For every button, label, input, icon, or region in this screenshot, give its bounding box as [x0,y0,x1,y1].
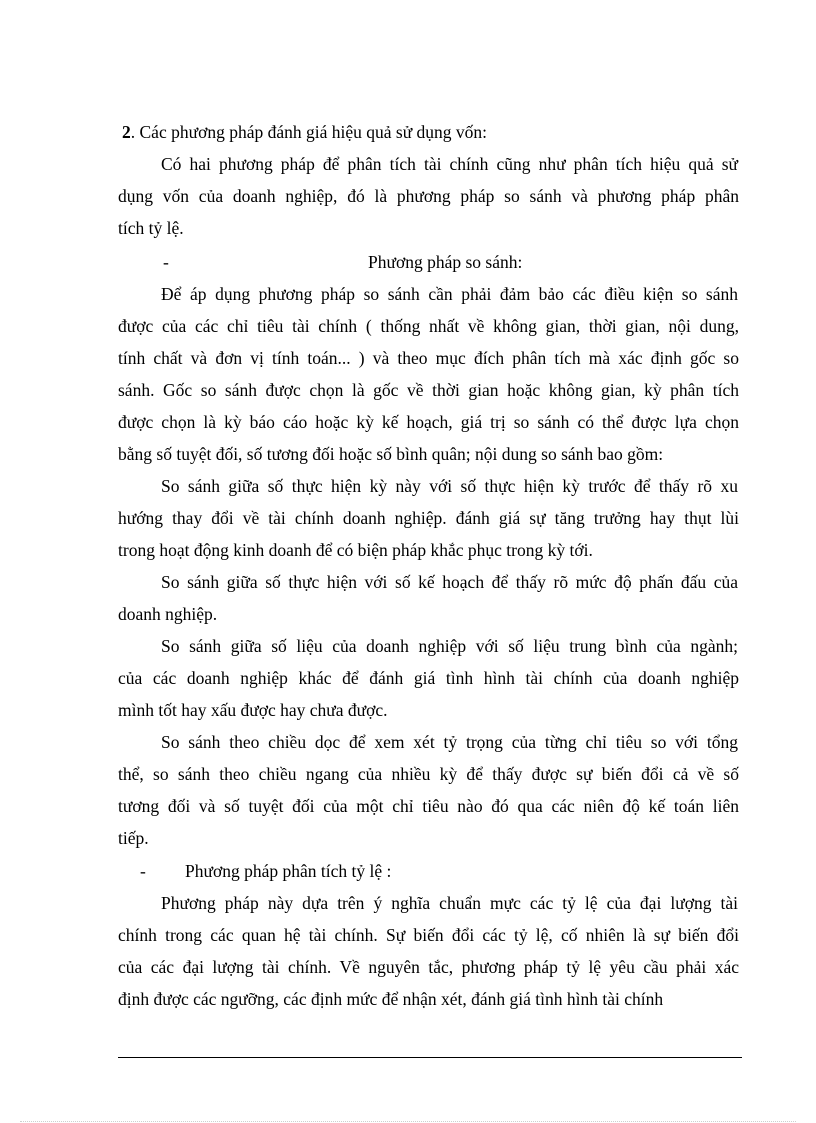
paragraph-line: tương đối và số tuyệt đối của một chỉ tiêu nào đó qua các niên độ kế toán liên [118,796,739,816]
footer-rule [118,1057,742,1058]
page-edge-divider [20,1121,796,1122]
heading-text: . Các phương pháp đánh giá hiệu quả sử dụng vốn: [130,122,488,142]
section-heading [122,122,487,142]
paragraph-line: hướng thay đổi về tài chính doanh nghiệp. đánh giá sự tăng trưởng hay thụt lùi [118,508,739,528]
paragraph-line: trong hoạt động kinh doanh để có biện pháp khắc phục trong kỳ tới. [118,540,593,560]
paragraph-line: Phương pháp này dựa trên ý nghĩa chuẩn mực các tỷ lệ của đại lượng tài [161,893,738,913]
paragraph-line: chính trong các quan hệ tài chính. Sự biến đổi các tỷ lệ, cố nhiên là sự biến đổi [118,925,739,945]
paragraph-line: thể, so sánh theo chiều ngang của nhiều kỳ để thấy được sự biến đổi cả về số [118,764,739,784]
heading-number: 2 [122,122,131,142]
intro-line: dụng vốn của doanh nghiệp, đó là phương pháp so sánh và phương pháp phân [118,186,739,206]
paragraph-line: định được các ngưỡng, các định mức để nhận xét, đánh giá tình hình tài chính [118,989,664,1009]
intro-line: tích tỷ lệ. [118,218,184,238]
bullet-dash: - [163,252,169,272]
paragraph-line: được của các chỉ tiêu tài chính ( thống nhất về không gian, thời gian, nội dung, [118,316,739,336]
paragraph-line: sánh. Gốc so sánh được chọn là gốc về thời gian hoặc không gian, kỳ phân tích [118,380,739,400]
subsection-title: Phương pháp phân tích tỷ lệ : [185,861,392,881]
paragraph-line: Để áp dụng phương pháp so sánh cần phải đảm bảo các điều kiện so sánh [161,284,738,304]
paragraph-line: tiếp. [118,828,149,848]
paragraph-line: bằng số tuyệt đối, số tương đối hoặc số bình quân; nội dung so sánh bao gồm: [118,444,664,464]
paragraph-line: của các doanh nghiệp khác để đánh giá tình hình tài chính của doanh nghiệp [118,668,739,688]
paragraph-line: So sánh theo chiều dọc để xem xét tỷ trọng của từng chỉ tiêu so với tổng [161,732,738,752]
paragraph-line: So sánh giữa số thực hiện kỳ này với số thực hiện kỳ trước để thấy rõ xu [161,476,738,496]
paragraph-line: được chọn là kỳ báo cáo hoặc kỳ kế hoạch, giá trị so sánh có thể được lựa chọn [118,412,739,432]
paragraph-line: của các đại lượng tài chính. Về nguyên tắc, phương pháp tỷ lệ yêu cầu phải xác [118,957,739,977]
subsection-title: Phương pháp so sánh: [368,252,523,272]
intro-line: Có hai phương pháp để phân tích tài chính cũng như phân tích hiệu quả sử [161,154,738,174]
paragraph-line: doanh nghiệp. [118,604,218,624]
paragraph-line: So sánh giữa số thực hiện với số kế hoạch để thấy rõ mức độ phấn đấu của [161,572,738,592]
paragraph-line: mình tốt hay xấu được hay chưa được. [118,700,388,720]
paragraph-line: So sánh giữa số liệu của doanh nghiệp với số liệu trung bình của ngành; [161,636,738,656]
paragraph-line: tính chất và đơn vị tính toán... ) và theo mục đích phân tích mà xác định gốc so [118,348,739,368]
bullet-dash: - [140,861,146,881]
